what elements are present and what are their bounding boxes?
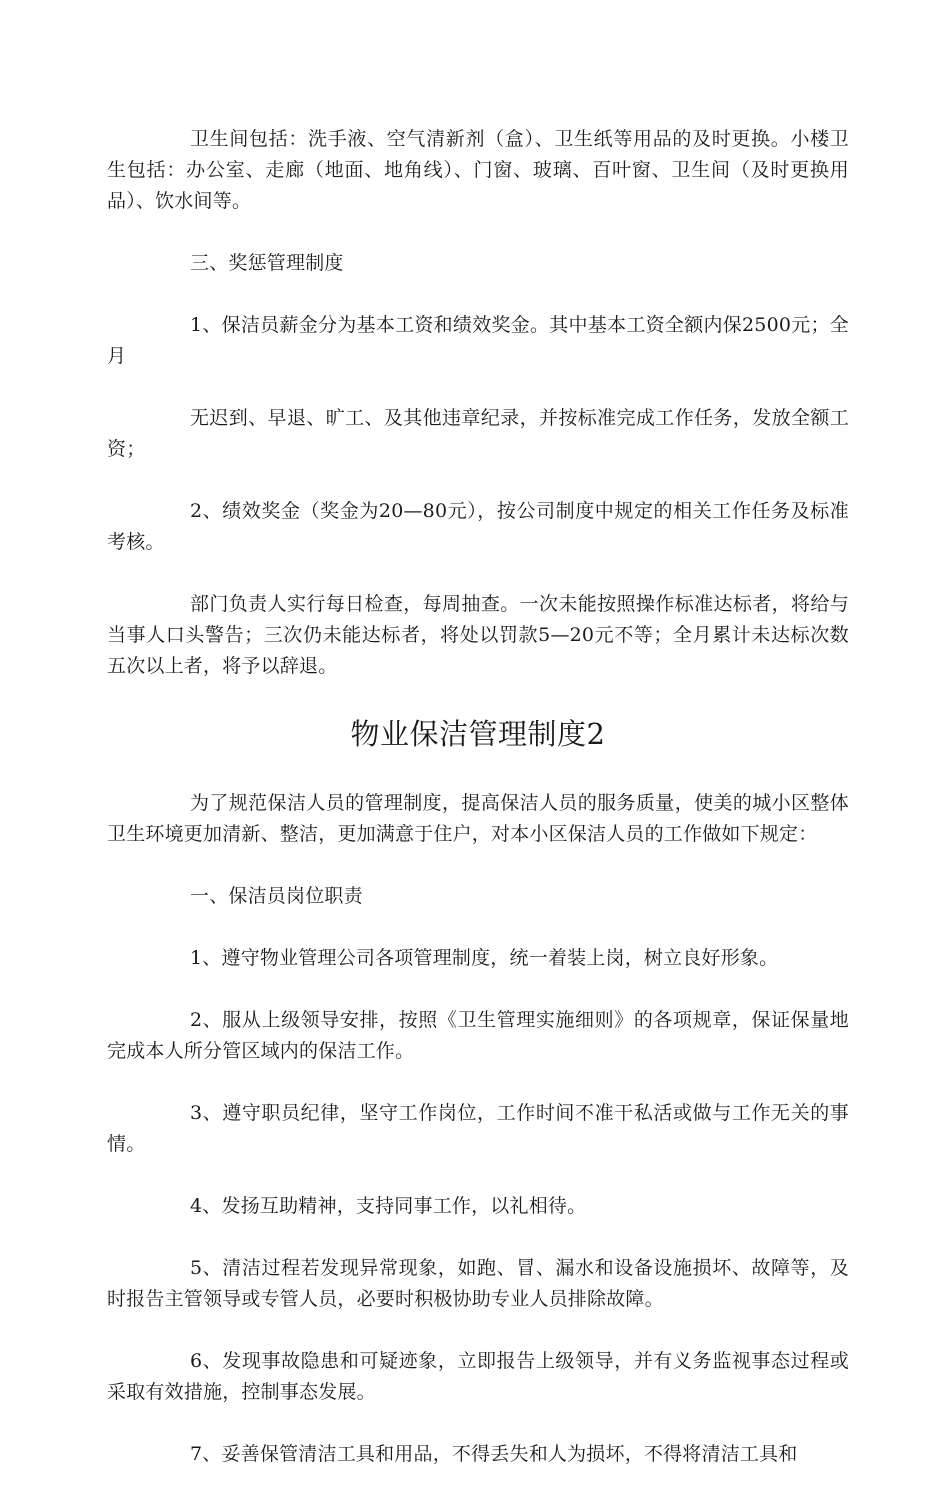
duty-item-7: 7、妥善保管清洁工具和用品，不得丢失和人为损坏，不得将清洁工具和 bbox=[190, 1443, 798, 1465]
duty-item-3: 3、遵守职员纪律，坚守工作岗位，工作时间不准干私活或做与工作无关的事情。 bbox=[107, 1102, 849, 1155]
paragraph-performance-bonus: 2、绩效奖金（奖金为20—80元），按公司制度中规定的相关工作任务及标准考核。 bbox=[107, 500, 849, 553]
heading-rewards-penalties: 三、奖惩管理制度 bbox=[190, 252, 344, 274]
duty-item-4: 4、发扬互助精神，支持同事工作，以礼相待。 bbox=[190, 1195, 587, 1217]
duty-item-2: 2、服从上级领导安排，按照《卫生管理实施细则》的各项规章，保证保量地完成本人所分管区域内的保洁工作。 bbox=[107, 1009, 849, 1062]
paragraph-salary: 1、保洁员薪金分为基本工资和绩效奖金。其中基本工资全额内保2500元；全月 bbox=[107, 314, 849, 367]
paragraph-restroom-items: 卫生间包括：洗手液、空气清新剂（盒）、卫生纸等用品的及时更换。小楼卫生包括：办公室、走廊（地面、地角线）、门窗、玻璃、百叶窗、卫生间（及时更换用品）、饮水间等。 bbox=[107, 128, 849, 212]
paragraph-full-salary-condition: 无迟到、早退、旷工、及其他违章纪录，并按标准完成工作任务，发放全额工资； bbox=[107, 407, 849, 460]
duty-item-1: 1、遵守物业管理公司各项管理制度，统一着装上岗，树立良好形象。 bbox=[190, 947, 779, 969]
duty-item-5: 5、清洁过程若发现异常现象，如跑、冒、漏水和设备设施损坏、故障等，及时报告主管领导或专管人员，必要时积极协助专业人员排除故障。 bbox=[107, 1257, 849, 1310]
section-title: 物业保洁管理制度2 bbox=[350, 717, 606, 751]
duty-item-6: 6、发现事故隐患和可疑迹象，立即报告上级领导，并有义务监视事态过程或采取有效措施，控制事态发展。 bbox=[107, 1350, 849, 1403]
heading-job-duties: 一、保洁员岗位职责 bbox=[190, 885, 363, 907]
paragraph-inspection-rules: 部门负责人实行每日检查，每周抽查。一次未能按照操作标准达标者，将给与当事人口头警告；三次仍未能达标者，将处以罚款5—20元不等；全月累计未达标次数五次以上者，将予以辞退。 bbox=[107, 593, 849, 677]
paragraph-intro: 为了规范保洁人员的管理制度，提高保洁人员的服务质量，使美的城小区整体卫生环境更加清新、整洁，更加满意于住户，对本小区保洁人员的工作做如下规定： bbox=[107, 792, 849, 845]
document-page bbox=[107, 124, 849, 1501]
